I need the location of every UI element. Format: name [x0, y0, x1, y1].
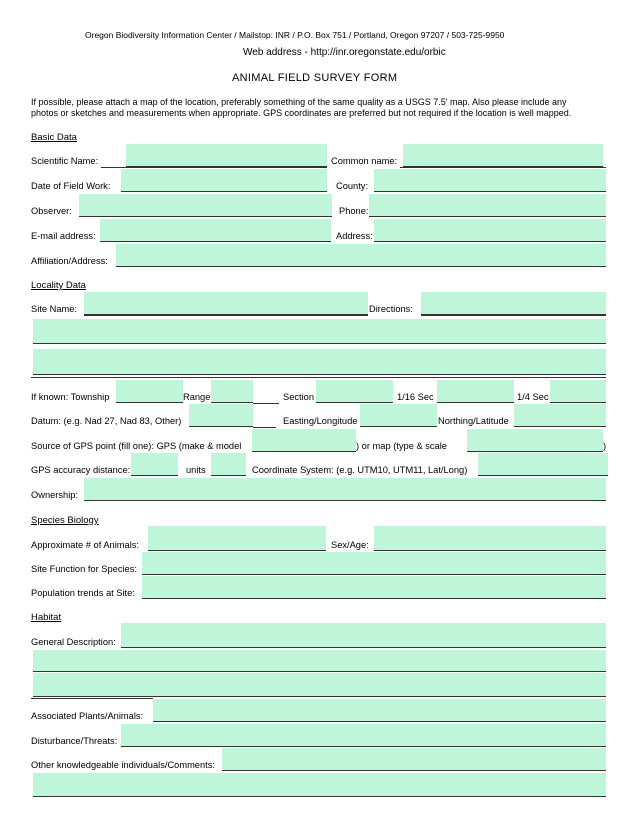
- observer-label: Observer:: [31, 206, 72, 216]
- org-contact-line: Oregon Biodiversity Information Center / Mailstop: INR / P.O. Box 751 / Portland, Oregon 97207 / 503-725-9950: [85, 30, 505, 40]
- address-label: Address:: [336, 231, 373, 241]
- directions-label: Directions:: [369, 304, 413, 314]
- basic-data-heading: Basic Data: [31, 132, 77, 143]
- intro-line-2: photos or sketches and measurements when appropriate. GPS coordinates are preferred but not required if the location is well mapped.: [31, 108, 572, 118]
- site-function-label: Site Function for Species:: [31, 564, 137, 574]
- map-type-close-paren: ): [603, 441, 607, 451]
- township-label: If known: Township: [31, 392, 110, 402]
- directions-field-line-2[interactable]: [33, 319, 606, 344]
- web-address: Web address - http://inr.oregonstate.edu/orbic: [243, 47, 446, 58]
- date-label: Date of Field Work:: [31, 181, 111, 191]
- easting-field[interactable]: [360, 404, 437, 427]
- general-description-label: General Description:: [31, 637, 116, 647]
- scientific-name-label: Scientific Name:: [31, 156, 99, 166]
- affiliation-label: Affiliation/Address:: [31, 256, 108, 266]
- directions-field-line-3[interactable]: [33, 349, 606, 375]
- directions-end-line: [31, 376, 606, 378]
- comments-field-line-2[interactable]: [33, 773, 606, 797]
- general-description-field[interactable]: [121, 623, 606, 648]
- general-description-field-line-3[interactable]: [33, 673, 606, 697]
- site-name-label: Site Name:: [31, 304, 77, 314]
- associated-plants-field[interactable]: [153, 699, 606, 722]
- range-underline: [253, 402, 279, 404]
- other-individuals-label: Other knowledgeable individuals/Comments:: [31, 760, 215, 770]
- datum-field[interactable]: [189, 404, 253, 427]
- population-trends-field[interactable]: [142, 576, 606, 599]
- common-name-label: Common name:: [331, 156, 398, 166]
- observer-field[interactable]: [79, 194, 332, 217]
- datum-underline: [253, 426, 276, 428]
- easting-label: Easting/Longitude: [283, 416, 358, 426]
- map-type-label: ) or map (type & scale: [356, 441, 447, 451]
- datum-label: Datum: (e.g. Nad 27, Nad 83, Other): [31, 416, 182, 426]
- site-function-field[interactable]: [142, 552, 606, 575]
- range-field[interactable]: [211, 380, 253, 403]
- sex-age-field[interactable]: [374, 526, 606, 551]
- units-label: units: [186, 465, 206, 475]
- northing-label: Northing/Latitude: [438, 416, 509, 426]
- num-animals-field[interactable]: [148, 526, 326, 551]
- disturbance-field[interactable]: [121, 724, 606, 747]
- population-trends-label: Population trends at Site:: [31, 588, 135, 598]
- quarter-section-field[interactable]: [550, 380, 606, 403]
- directions-field[interactable]: [421, 292, 606, 315]
- ownership-field[interactable]: [84, 478, 606, 501]
- coordinate-system-label: Coordinate System: (e.g. UTM10, UTM11, Lat/Long): [252, 465, 468, 475]
- other-individuals-field[interactable]: [222, 748, 606, 771]
- locality-data-heading: Locality Data: [31, 280, 86, 291]
- gps-make-model-field[interactable]: [252, 429, 356, 452]
- county-label: County:: [336, 181, 369, 191]
- common-name-field[interactable]: [403, 144, 603, 167]
- general-description-end-line: [31, 697, 153, 699]
- coordinate-system-field[interactable]: [478, 453, 608, 476]
- scientific-name-field[interactable]: [126, 144, 327, 167]
- intro-line-1: If possible, please attach a map of the location, preferably something of the same quality as a USGS 7.5' map. Also please include any: [31, 97, 567, 107]
- date-field[interactable]: [121, 169, 327, 192]
- address-field[interactable]: [374, 219, 606, 242]
- species-biology-heading: Species Biology: [31, 515, 99, 526]
- gps-source-label: Source of GPS point (fill one): GPS (make & model: [31, 441, 242, 451]
- general-description-field-line-2[interactable]: [33, 650, 606, 672]
- disturbance-label: Disturbance/Threats:: [31, 736, 118, 746]
- gps-accuracy-field[interactable]: [131, 453, 178, 476]
- units-field[interactable]: [211, 453, 246, 476]
- sex-age-label: Sex/Age:: [331, 540, 369, 550]
- habitat-heading: Habitat: [31, 612, 62, 623]
- email-label: E-mail address:: [31, 231, 96, 241]
- section-label: Section: [283, 392, 315, 402]
- num-animals-label: Approximate # of Animals:: [31, 540, 139, 550]
- county-field[interactable]: [374, 169, 606, 192]
- quarter-section-label: 1/4 Sec: [517, 392, 549, 402]
- associated-plants-label: Associated Plants/Animals:: [31, 711, 144, 721]
- affiliation-field[interactable]: [116, 244, 606, 267]
- map-type-scale-field[interactable]: [467, 429, 603, 452]
- sixteenth-section-field[interactable]: [437, 380, 514, 403]
- site-name-field[interactable]: [84, 292, 368, 315]
- ownership-label: Ownership:: [31, 490, 79, 500]
- phone-label: Phone:: [339, 206, 369, 216]
- section-field[interactable]: [316, 380, 393, 403]
- form-title: ANIMAL FIELD SURVEY FORM: [232, 72, 398, 84]
- range-label: Range: [183, 392, 211, 402]
- northing-field[interactable]: [514, 404, 606, 427]
- gps-accuracy-label: GPS accuracy distance:: [31, 465, 131, 475]
- phone-field[interactable]: [369, 194, 606, 217]
- sixteenth-section-label: 1/16 Sec: [397, 392, 434, 402]
- email-field[interactable]: [100, 219, 331, 242]
- township-field[interactable]: [116, 380, 183, 403]
